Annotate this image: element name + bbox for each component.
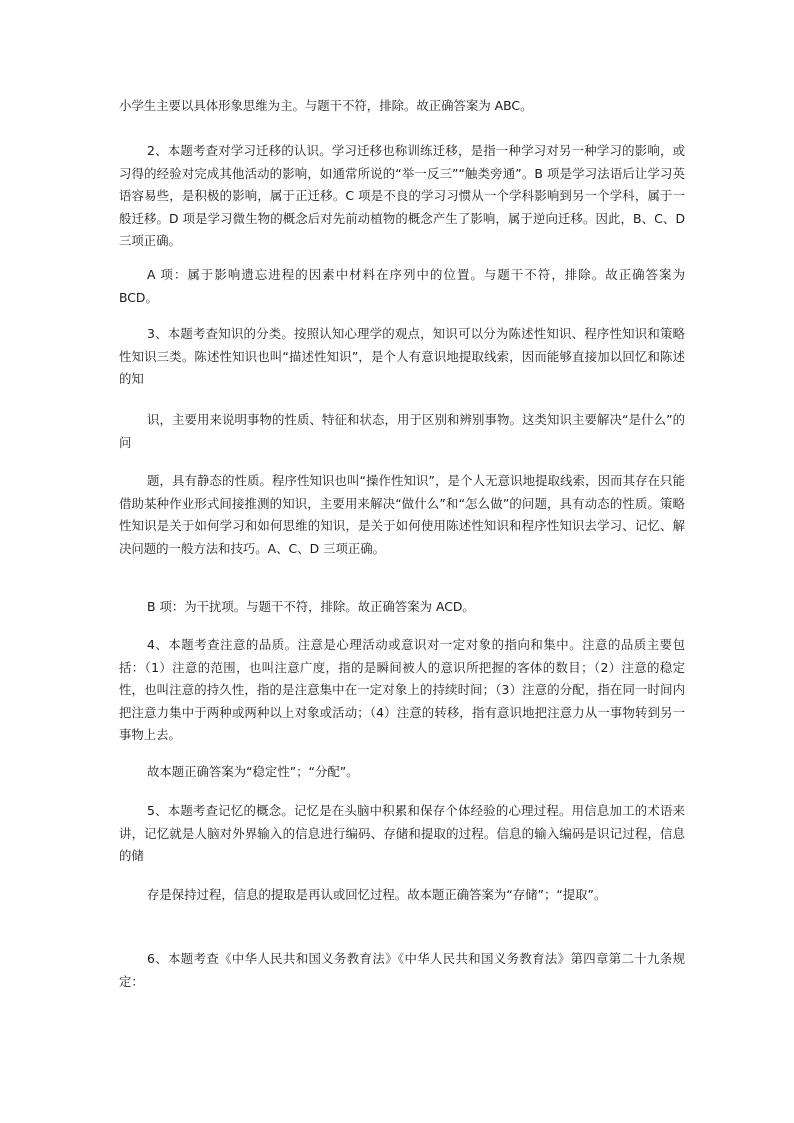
paragraph-10-memory-concept: 5、本题考查记忆的概念。记忆是在头脑中积累和保存个体经验的心理过程。用信息加工的术语来讲，记忆就是人脑对外界输入的信息进行编码、存储和提取的过程。信息的输入编码是识记过程，信息的储 — [119, 803, 685, 863]
paragraph-3-option-a: A 项：属于影响遗忘进程的因素中材料在序列中的位置。与题干不符，排除。故正确答案为 BCD。 — [119, 267, 685, 305]
paragraph-6-procedural-knowledge: 题，具有静态的性质。程序性知识也叫“操作性知识”，是个人无意识地提取线索，因而其存在只能借助某种作业形式间接推测的知识，主要用来解决“做什么”和“怎么做”的问题，具有动态的性质。策略性知识是关于如何学习和如何思维的知识，是关于如何使用陈述性知识和程序性知识去学习、记忆、解决问题的一般方法和技巧。A、C、D 三项正确。 — [119, 473, 685, 556]
paragraph-11-memory-answer: 存是保持过程，信息的提取是再认或回忆过程。故本题正确答案为“存储”；“提取”。 — [147, 887, 607, 902]
paragraph-9-attention-answer: 故本题正确答案为“稳定性”；“分配”。 — [147, 764, 359, 779]
paragraph-12-education-law: 6、本题考查《中华人民共和国义务教育法》《中华人民共和国义务教育法》第四章第二十九条规定： — [119, 951, 685, 989]
paragraph-4-knowledge-classification: 3、本题考查知识的分类。按照认知心理学的观点，知识可以分为陈述性知识、程序性知识和策略性知识三类。陈述性知识也叫“描述性知识”，是个人有意识地提取线索，因而能够直接加以回忆和陈述的知 — [119, 326, 685, 386]
paragraph-8-attention-quality: 4、本题考查注意的品质。注意是心理活动或意识对一定对象的指向和集中。注意的品质主要包括：（1）注意的范围，也叫注意广度，指的是瞬间被人的意识所把握的客体的数目；（2）注意的稳定性，也叫注意的持久性，指的是注意集中在一定对象上的持续时间；（3）注意的分配，指在同一时间内把注意力集中于两种或两种以上对象或活动；（4）注意的转移，指有意识地把注意力从一事物转到另一事物上去。 — [119, 637, 685, 742]
paragraph-5-knowledge-continuation: 识，主要用来说明事物的性质、特征和状态，用于区别和辨别事物。这类知识主要解决“是什么”的问 — [119, 412, 685, 450]
paragraph-1-answer-continuation: 小学生主要以具体形象思维为主。与题干不符，排除。故正确答案为 ABC。 — [119, 98, 533, 113]
paragraph-2-learning-transfer: 2、本题考查对学习迁移的认识。学习迁移也称训练迁移，是指一种学习对另一种学习的影响，或习得的经验对完成其他活动的影响，如通常所说的“举一反三”“触类旁通”。B 项是学习法语后让学习英语容易些，是积极的影响，属于正迁移。C 项是不良的学习习惯从一个学科影响到另一个学科，属于一般迁移。D 项是学习微生物的概念后对先前动植物的概念产生了影响，属于逆向迁移。因此，B、C、D 三项正确。 — [119, 143, 685, 248]
paragraph-7-option-b: B 项：为干扰项。与题干不符，排除。故正确答案为 ACD。 — [147, 599, 475, 614]
